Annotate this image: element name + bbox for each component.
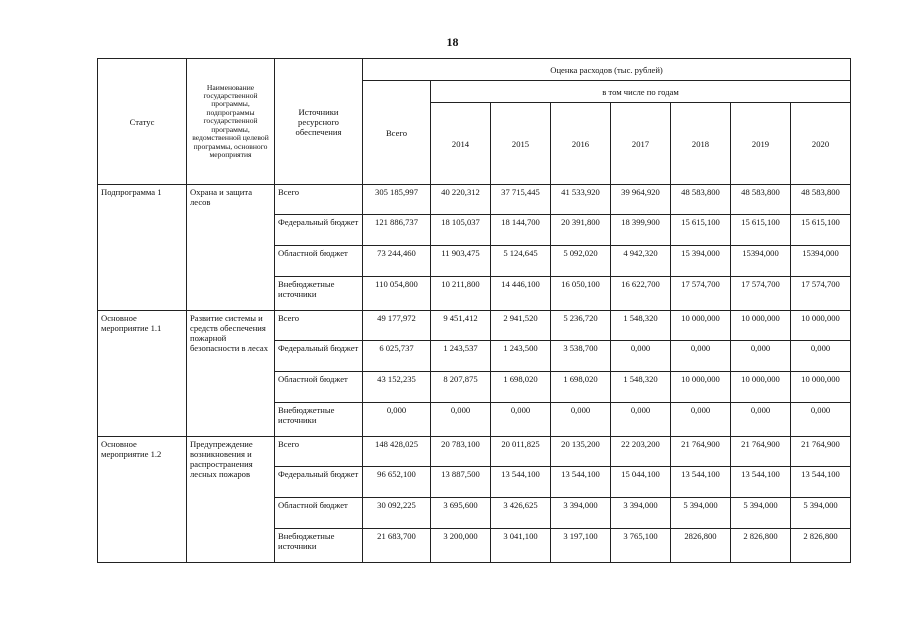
year-value-cell: 15 615,100 [791, 215, 851, 246]
header-row-1 [98, 59, 851, 81]
total-cell: 43 152,235 [363, 372, 431, 403]
year-value-cell: 13 544,100 [731, 467, 791, 498]
total-cell: 305 185,997 [363, 185, 431, 215]
year-value-cell: 16 622,700 [611, 277, 671, 311]
header-program-name: Наименование государственной программы, подпрограммы государственной программы, ведомственной целевой программы, основного мероприятия [187, 59, 275, 185]
year-value-cell: 0,000 [551, 403, 611, 437]
source-cell: Областной бюджет [275, 498, 363, 529]
year-value-cell: 10 000,000 [671, 311, 731, 341]
year-value-cell: 4 942,320 [611, 246, 671, 277]
program-name-cell: Развитие системы и средств обеспечения пожарной безопасности в лесах [187, 311, 275, 437]
source-cell: Федеральный бюджет [275, 341, 363, 372]
header-expense-estimate: Оценка расходов (тыс. рублей) [363, 59, 851, 81]
total-cell: 0,000 [363, 403, 431, 437]
total-cell: 148 428,025 [363, 437, 431, 467]
year-value-cell: 5 124,645 [491, 246, 551, 277]
year-value-cell: 40 220,312 [431, 185, 491, 215]
total-cell: 30 092,225 [363, 498, 431, 529]
header-status: Статус [98, 59, 187, 185]
total-cell: 49 177,972 [363, 311, 431, 341]
year-value-cell: 5 394,000 [671, 498, 731, 529]
status-cell: Основное мероприятие 1.2 [98, 437, 187, 563]
year-value-cell: 21 764,900 [731, 437, 791, 467]
year-value-cell: 20 011,825 [491, 437, 551, 467]
year-value-cell: 18 144,700 [491, 215, 551, 246]
year-value-cell: 15394,000 [791, 246, 851, 277]
year-value-cell: 22 203,200 [611, 437, 671, 467]
year-value-cell: 5 394,000 [731, 498, 791, 529]
year-value-cell: 15 044,100 [611, 467, 671, 498]
year-value-cell: 15 615,100 [731, 215, 791, 246]
status-cell: Подпрограмма 1 [98, 185, 187, 311]
program-name-cell: Охрана и защита лесов [187, 185, 275, 311]
year-value-cell: 1 548,320 [611, 372, 671, 403]
year-value-cell: 41 533,920 [551, 185, 611, 215]
year-value-cell: 3 041,100 [491, 529, 551, 563]
program-name-cell: Предупреждение возникновения и распространения лесных пожаров [187, 437, 275, 563]
year-value-cell: 5 394,000 [791, 498, 851, 529]
header-year: 2020 [791, 103, 851, 185]
year-value-cell: 13 544,100 [491, 467, 551, 498]
year-value-cell: 5 092,020 [551, 246, 611, 277]
page-number: 18 [446, 35, 459, 49]
year-value-cell: 3 695,600 [431, 498, 491, 529]
source-cell: Всего [275, 437, 363, 467]
year-value-cell: 10 000,000 [791, 311, 851, 341]
year-value-cell: 20 783,100 [431, 437, 491, 467]
year-value-cell: 0,000 [611, 403, 671, 437]
total-cell: 110 054,800 [363, 277, 431, 311]
source-cell: Внебюджетные источники [275, 277, 363, 311]
year-value-cell: 0,000 [671, 403, 731, 437]
year-value-cell: 37 715,445 [491, 185, 551, 215]
year-value-cell: 0,000 [671, 341, 731, 372]
year-value-cell: 1 243,500 [491, 341, 551, 372]
year-value-cell: 3 765,100 [611, 529, 671, 563]
year-value-cell: 3 426,625 [491, 498, 551, 529]
header-year: 2014 [431, 103, 491, 185]
source-cell: Федеральный бюджет [275, 215, 363, 246]
year-value-cell: 21 764,900 [791, 437, 851, 467]
year-value-cell: 15 394,000 [671, 246, 731, 277]
source-cell: Всего [275, 311, 363, 341]
year-value-cell: 1 698,020 [491, 372, 551, 403]
year-value-cell: 3 394,000 [611, 498, 671, 529]
total-cell: 6 025,737 [363, 341, 431, 372]
year-value-cell: 10 000,000 [671, 372, 731, 403]
total-cell: 121 886,737 [363, 215, 431, 246]
year-value-cell: 3 538,700 [551, 341, 611, 372]
year-value-cell: 3 200,000 [431, 529, 491, 563]
year-value-cell: 48 583,800 [671, 185, 731, 215]
year-value-cell: 13 887,500 [431, 467, 491, 498]
year-value-cell: 3 197,100 [551, 529, 611, 563]
year-value-cell: 1 548,320 [611, 311, 671, 341]
header-year: 2018 [671, 103, 731, 185]
year-value-cell: 10 000,000 [731, 372, 791, 403]
header-year: 2019 [731, 103, 791, 185]
year-value-cell: 13 544,100 [551, 467, 611, 498]
year-value-cell: 5 236,720 [551, 311, 611, 341]
year-value-cell: 15394,000 [731, 246, 791, 277]
budget-table [97, 58, 851, 563]
year-value-cell: 3 394,000 [551, 498, 611, 529]
total-cell: 21 683,700 [363, 529, 431, 563]
source-cell: Внебюджетные источники [275, 403, 363, 437]
year-value-cell: 17 574,700 [731, 277, 791, 311]
year-value-cell: 9 451,412 [431, 311, 491, 341]
year-value-cell: 2 826,800 [731, 529, 791, 563]
year-value-cell: 48 583,800 [791, 185, 851, 215]
year-value-cell: 0,000 [731, 341, 791, 372]
table-row [98, 437, 851, 467]
table-row [98, 311, 851, 341]
year-value-cell: 0,000 [791, 403, 851, 437]
year-value-cell: 14 446,100 [491, 277, 551, 311]
year-value-cell: 17 574,700 [671, 277, 731, 311]
year-value-cell: 1 243,537 [431, 341, 491, 372]
year-value-cell: 0,000 [791, 341, 851, 372]
table-row [98, 185, 851, 215]
year-value-cell: 0,000 [431, 403, 491, 437]
year-value-cell: 18 399,900 [611, 215, 671, 246]
header-year: 2016 [551, 103, 611, 185]
year-value-cell: 39 964,920 [611, 185, 671, 215]
year-value-cell: 0,000 [731, 403, 791, 437]
total-cell: 96 652,100 [363, 467, 431, 498]
header-sources: Источники ресурсного обеспечения [275, 59, 363, 185]
year-value-cell: 13 544,100 [791, 467, 851, 498]
header-total: Всего [363, 81, 431, 185]
source-cell: Внебюджетные источники [275, 529, 363, 563]
source-cell: Областной бюджет [275, 372, 363, 403]
total-cell: 73 244,460 [363, 246, 431, 277]
status-cell: Основное мероприятие 1.1 [98, 311, 187, 437]
header-year: 2017 [611, 103, 671, 185]
year-value-cell: 10 211,800 [431, 277, 491, 311]
source-cell: Областной бюджет [275, 246, 363, 277]
year-value-cell: 2826,800 [671, 529, 731, 563]
source-cell: Всего [275, 185, 363, 215]
header-by-years: в том числе по годам [431, 81, 851, 103]
year-value-cell: 17 574,700 [791, 277, 851, 311]
year-value-cell: 15 615,100 [671, 215, 731, 246]
year-value-cell: 11 903,475 [431, 246, 491, 277]
year-value-cell: 10 000,000 [791, 372, 851, 403]
year-value-cell: 13 544,100 [671, 467, 731, 498]
year-value-cell: 20 135,200 [551, 437, 611, 467]
year-value-cell: 48 583,800 [731, 185, 791, 215]
year-value-cell: 2 941,520 [491, 311, 551, 341]
year-value-cell: 8 207,875 [431, 372, 491, 403]
year-value-cell: 0,000 [491, 403, 551, 437]
year-value-cell: 16 050,100 [551, 277, 611, 311]
year-value-cell: 2 826,800 [791, 529, 851, 563]
source-cell: Федеральный бюджет [275, 467, 363, 498]
year-value-cell: 1 698,020 [551, 372, 611, 403]
header-year: 2015 [491, 103, 551, 185]
year-value-cell: 20 391,800 [551, 215, 611, 246]
year-value-cell: 10 000,000 [731, 311, 791, 341]
year-value-cell: 21 764,900 [671, 437, 731, 467]
year-value-cell: 0,000 [611, 341, 671, 372]
year-value-cell: 18 105,037 [431, 215, 491, 246]
